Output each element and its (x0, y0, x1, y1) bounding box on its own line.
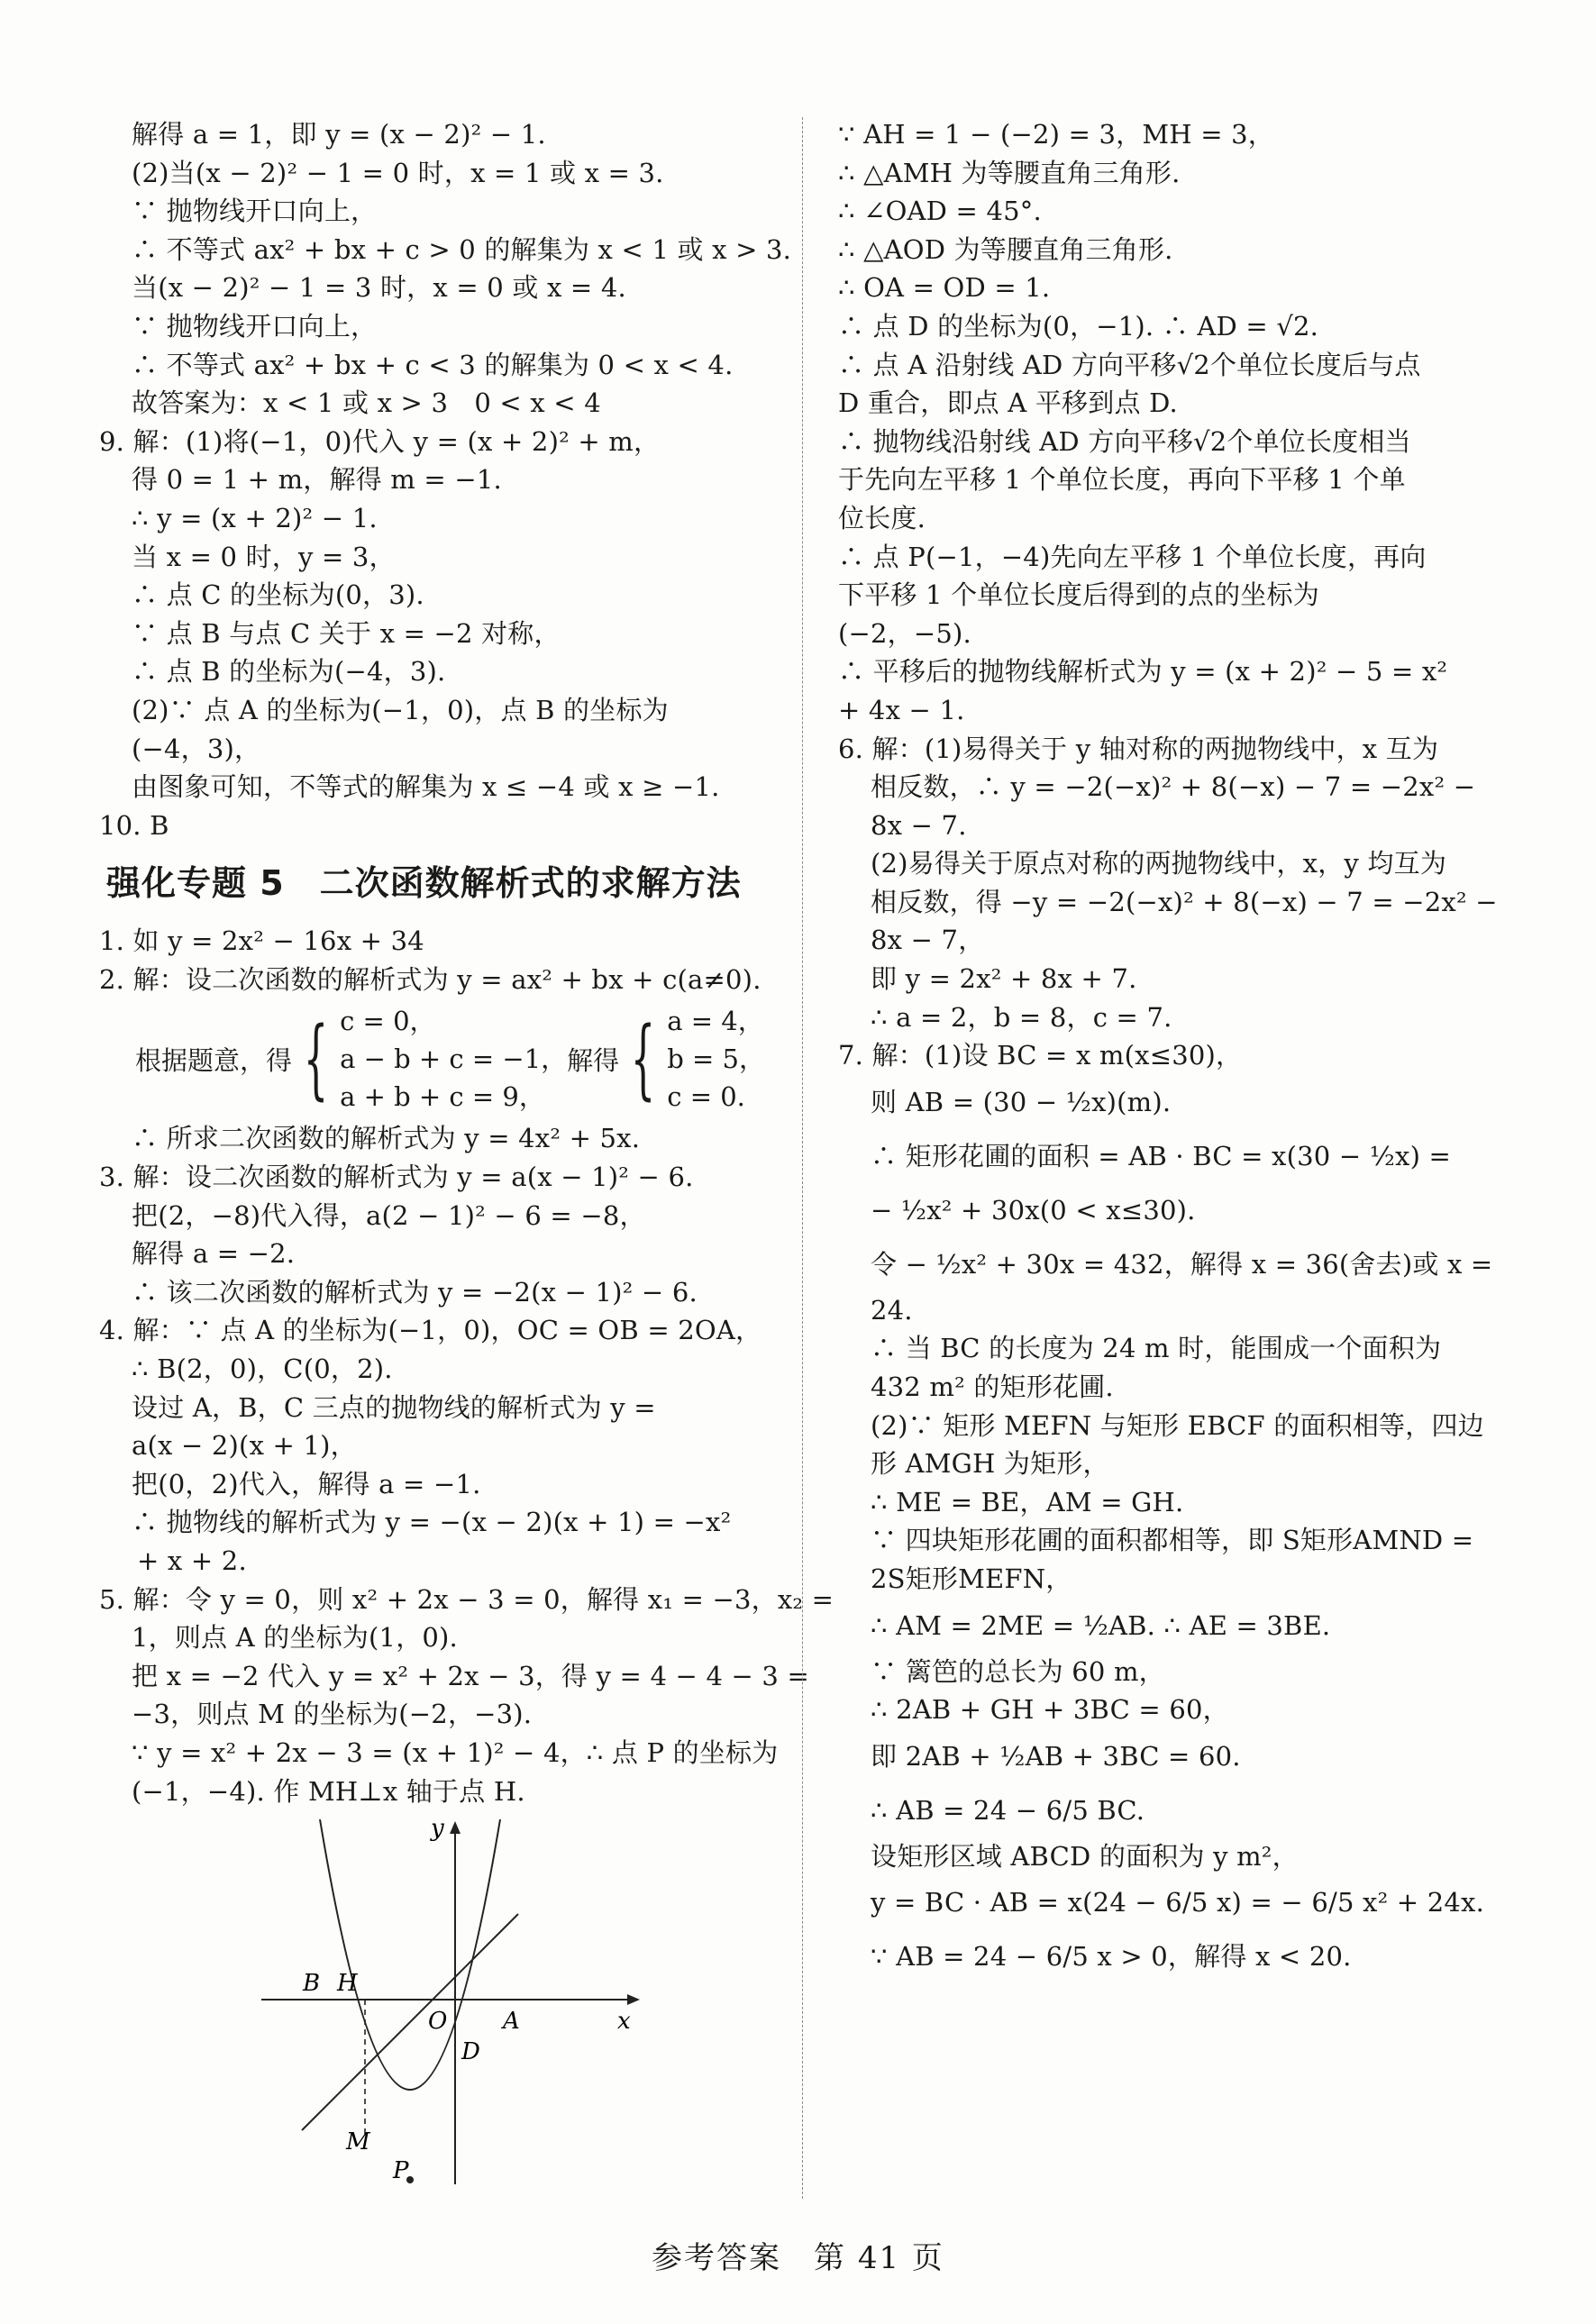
text-line: + x + 2. (137, 1545, 247, 1576)
equation: b = 5， (667, 1044, 766, 1075)
text-line: 把(0，2)代入，解得 a = −1. (132, 1468, 481, 1499)
text-line: 即 y = 2x² + 8x + 7. (871, 963, 1137, 995)
equation: a = 4， (667, 1006, 764, 1037)
question-4-start: 4. 解：∵ 点 A 的坐标为(−1，0)，OC = OB = 2OA， (99, 1315, 762, 1346)
question-7 (838, 1036, 1493, 1983)
text-line: 令 − ½x² + 30x = 432，解得 x = 36(舍去)或 x = (871, 1248, 1493, 1280)
text-line: (−2，−5). (838, 617, 971, 649)
question-6-start: 6. 解：(1)易得关于 y 轴对称的两抛物线中，x 互为 (838, 733, 1439, 764)
text-line: 432 m² 的矩形花圃. (871, 1372, 1114, 1403)
text-line: ∴ ∠OAD = 45°. (838, 196, 1042, 227)
text-line: ∴ 抛物线沿射线 AD 方向平移√2个单位长度相当 (838, 425, 1411, 457)
column-divider (802, 117, 803, 2199)
text-line: 把(2，−8)代入得，a(2 − 1)² − 6 = −8， (132, 1199, 646, 1231)
text-line: (−4，3)， (132, 733, 261, 764)
text-line: 解得 a = 1，即 y = (x − 2)² − 1. (132, 119, 546, 150)
question-5-start: 5. 解：令 y = 0，则 x² + 2x − 3 = 0，解得 x₁ = −3，x₂ = (99, 1583, 834, 1615)
text-line: 于先向左平移 1 个单位长度，再向下平移 1 个单 (838, 464, 1406, 496)
label-b: B (303, 1970, 321, 1998)
text-line: 24. (871, 1294, 913, 1326)
text-line: ∴ 点 D 的坐标为(0，−1). ∴ AD = √2. (838, 310, 1319, 342)
text-line: 设过 A，B，C 三点的抛物线的解析式为 y = (132, 1391, 656, 1423)
label-m: M (346, 2128, 370, 2156)
question-2-start: 2. 解：设二次函数的解析式为 y = ax² + bx + c(a≠0). (99, 963, 762, 995)
section-heading: 强化专题 5 二次函数解析式的求解方法 (106, 863, 742, 904)
question-6 (838, 730, 1498, 1037)
label-p: P (393, 2157, 409, 2185)
equation: a − b + c = −1， (340, 1044, 568, 1075)
question-7-start: 7. 解：(1)设 BC = x m(x≤30)， (838, 1040, 1243, 1071)
text-line: ∴ AB = 24 − 6/5 BC. (871, 1794, 1145, 1826)
label-d: D (461, 2038, 480, 2066)
text-line: −3，则点 M 的坐标为(−2，−3). (132, 1699, 533, 1730)
text-line: ∴ 不等式 ax² + bx + c < 3 的解集为 0 < x < 4. (132, 349, 734, 380)
text-line: ∴ 抛物线的解析式为 y = −(x − 2)(x + 1) = −x² (132, 1507, 732, 1538)
page-footer: 参考答案 第 41 页 (652, 2240, 944, 2276)
text-line: ∴ 该二次函数的解析式为 y = −2(x − 1)² − 6. (132, 1276, 698, 1308)
question-5 (99, 1581, 834, 1811)
parabola-graph (261, 1819, 649, 2189)
label-y: y (431, 1819, 444, 1843)
text-line: D 重合，即点 A 平移到点 D. (838, 387, 1178, 419)
question-4 (99, 1311, 775, 1580)
text-line: 当(x − 2)² − 1 = 3 时，x = 0 或 x = 4. (132, 272, 626, 304)
equation-system (99, 1002, 775, 1116)
system-mid: 解得 (567, 1044, 620, 1076)
question-9-start: 9. 解：(1)将(−1，0)代入 y = (x + 2)² + m， (99, 425, 661, 457)
text-line: ∴ 2AB + GH + 3BC = 60， (871, 1694, 1229, 1726)
left-column (99, 115, 834, 2192)
text-line: ∵ AH = 1 − (−2) = 3，MH = 3， (838, 119, 1274, 150)
x-axis-arrow (627, 1994, 640, 2005)
text-line: a(x − 2)(x + 1)， (132, 1430, 357, 1462)
text-line: 相反数，得 −y = −2(−x)² + 8(−x) − 7 = −2x² − (871, 886, 1498, 917)
text-line: ∴ 矩形花圃的面积 = AB · BC = x(30 − ½x) = (871, 1140, 1452, 1171)
left-top-block (99, 115, 792, 423)
question-1: 1. 如 y = 2x² − 16x + 34 (99, 925, 424, 957)
right-column (838, 115, 1498, 1983)
text-line: ∵ 点 B 与点 C 关于 x = −2 对称， (132, 617, 561, 649)
text-line: 1，则点 A 的坐标为(1，0). (132, 1622, 458, 1654)
question-3 (99, 1158, 775, 1311)
text-line: − ½x² + 30x(0 < x≤30). (871, 1194, 1196, 1226)
text-line: ∴ B(2，0)，C(0，2). (132, 1353, 393, 1385)
text-line: 8x − 7， (871, 925, 985, 956)
text-line: ∴ △AOD 为等腰直角三角形. (838, 233, 1173, 265)
equation: c = 0. (667, 1081, 745, 1113)
text-line: ∵ 抛物线开口向上， (132, 196, 378, 227)
system-lead: 根据题意，得 (135, 1044, 293, 1076)
question-3-start: 3. 解：设二次函数的解析式为 y = a(x − 1)² − 6. (99, 1162, 694, 1193)
text-line: 由图象可知，不等式的解集为 x ≤ −4 或 x ≥ −1. (132, 771, 720, 803)
label-x: x (617, 2008, 631, 2036)
text-line: ∵ 抛物线开口向上， (132, 310, 378, 342)
text-line: ∴ 不等式 ax² + bx + c > 0 的解集为 x < 1 或 x > 3. (132, 233, 792, 265)
text-line: ∴ 点 A 沿射线 AD 方向平移√2个单位长度后与点 (838, 349, 1421, 380)
question-9 (99, 423, 775, 807)
text-line: 位长度. (838, 502, 926, 533)
text-line: 则 AB = (30 − ½x)(m). (871, 1086, 1172, 1117)
text-line: (2)易得关于原点对称的两抛物线中，x，y 均互为 (871, 848, 1447, 879)
text-line: (2)∵ 矩形 MEFN 与矩形 EBCF 的面积相等，四边 (871, 1409, 1484, 1441)
text-line: ∴ 平移后的抛物线解析式为 y = (x + 2)² − 5 = x² (838, 656, 1448, 688)
text-line: ∴ △AMH 为等腰直角三角形. (838, 157, 1181, 188)
text-line: ∴ y = (x + 2)² − 1. (132, 502, 378, 533)
text-line: ∴ a = 2，b = 8，c = 7. (871, 1001, 1172, 1033)
y-axis-arrow (450, 1821, 461, 1834)
text-line: ∴ 所求二次函数的解析式为 y = 4x² + 5x. (132, 1123, 641, 1154)
question-10: 10. B (99, 809, 169, 841)
text-line: ∵ 篱笆的总长为 60 m， (871, 1655, 1165, 1687)
text-line: 8x − 7. (871, 809, 967, 841)
text-line: ∴ AM = 2ME = ½AB. ∴ AE = 3BE. (871, 1609, 1331, 1641)
text-line: ∴ 点 B 的坐标为(−4，3). (132, 656, 446, 688)
text-line: 解得 a = −2. (132, 1238, 296, 1270)
system-equations (340, 1002, 567, 1116)
equation: a + b + c = 9， (340, 1081, 545, 1113)
text-line: 设矩形区域 ABCD 的面积为 y m²， (871, 1840, 1299, 1872)
text-line: ∵ 四块矩形花圃的面积都相等，即 S矩形AMND = (871, 1525, 1474, 1556)
text-line: 当 x = 0 时，y = 3， (132, 541, 396, 572)
text-line: ∴ 点 P(−1，−4)先向左平移 1 个单位长度，再向 (838, 541, 1427, 572)
text-line: 把 x = −2 代入 y = x² + 2x − 3，得 y = 4 − 4 − 3 = (132, 1660, 809, 1691)
text-line: ∴ 点 C 的坐标为(0，3). (132, 579, 424, 611)
text-line: (−1，−4). 作 MH⊥x 轴于点 H. (132, 1775, 525, 1807)
equation: c = 0， (340, 1006, 436, 1037)
label-o: O (428, 2008, 448, 2036)
right-top-block (838, 115, 1487, 730)
text-line: (2)当(x − 2)² − 1 = 0 时，x = 1 或 x = 3. (132, 157, 664, 188)
text-line: ∴ 当 BC 的长度为 24 m 时，能围成一个面积为 (871, 1333, 1442, 1364)
text-line: ∵ y = x² + 2x − 3 = (x + 1)² − 4，∴ 点 P 的坐标为 (132, 1736, 779, 1768)
text-line: (2)∵ 点 A 的坐标为(−1，0)，点 B 的坐标为 (132, 694, 669, 725)
text-line: + 4x − 1. (838, 694, 965, 725)
text-line: 得 0 = 1 + m，解得 m = −1. (132, 464, 502, 496)
label-h: H (337, 1970, 358, 1998)
text-line: ∴ ME = BE，AM = GH. (871, 1486, 1184, 1517)
system-solutions (667, 1002, 765, 1116)
text-line: ∵ AB = 24 − 6/5 x > 0，解得 x < 20. (871, 1941, 1352, 1973)
text-line: 下平移 1 个单位长度后得到的点的坐标为 (838, 579, 1319, 611)
left-brace: { (630, 1008, 656, 1110)
text-line: 故答案为：x < 1 或 x > 3 0 < x < 4 (132, 387, 601, 419)
text-line: 相反数，∴ y = −2(−x)² + 8(−x) − 7 = −2x² − (871, 771, 1476, 803)
text-line: 2S矩形MEFN， (871, 1563, 1072, 1594)
text-line: ∴ OA = OD = 1. (838, 272, 1051, 304)
text-line: y = BC · AB = x(24 − 6/5 x) = − 6/5 x² + 24x. (871, 1887, 1484, 1918)
text-line: 形 AMGH 为矩形， (871, 1448, 1109, 1480)
text-line: 即 2AB + ½AB + 3BC = 60. (871, 1740, 1241, 1772)
question-2 (99, 961, 775, 1158)
label-a: A (503, 2008, 520, 2036)
line-ma (302, 1914, 518, 2130)
left-brace: { (303, 1008, 329, 1110)
